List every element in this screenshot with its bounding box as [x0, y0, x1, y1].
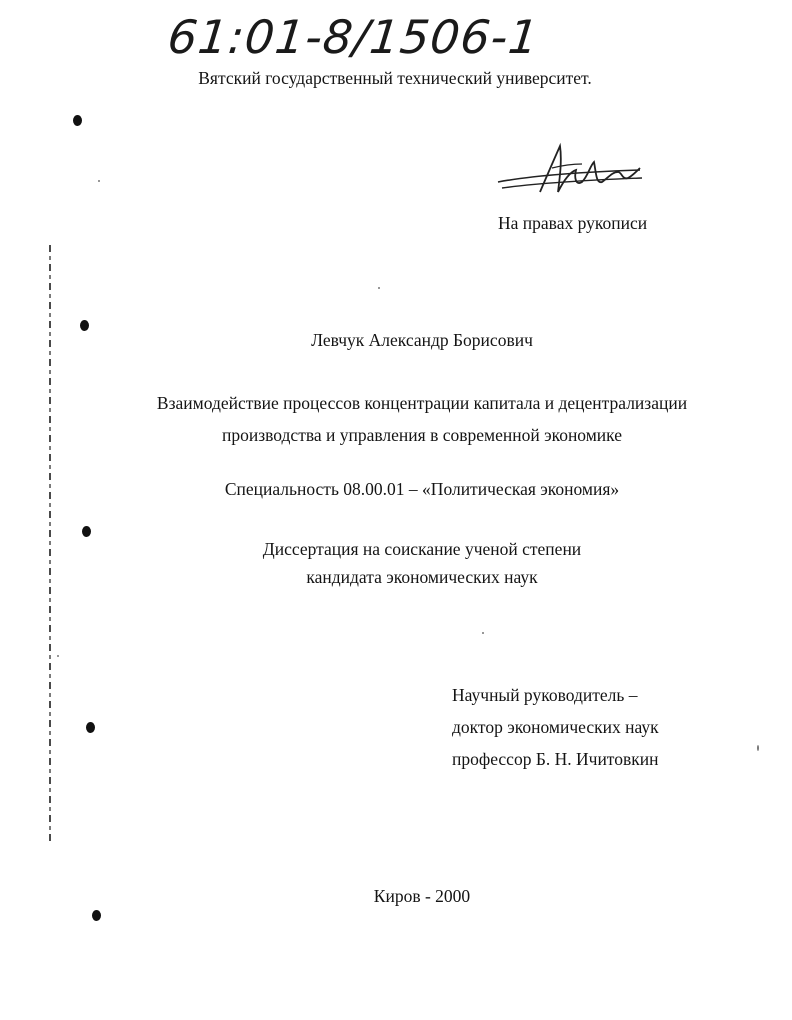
supervisor-role: Научный руководитель – [452, 685, 638, 705]
city-year: Киров - 2000 [373, 886, 471, 906]
punch-hole-icon [92, 910, 101, 921]
manuscript-note: На правах рукописи [498, 213, 648, 233]
title-line-2: производства и управления в современной экономике [221, 425, 622, 445]
dissertation-title [0, 387, 792, 451]
supervisor-block [452, 679, 659, 775]
title-line-1: Взаимодействие процессов концентрации капитала и децентрализации [156, 393, 688, 413]
scan-speck [378, 287, 380, 289]
scan-speck [98, 180, 100, 182]
punch-hole-icon [86, 722, 95, 733]
scan-speck [57, 655, 59, 657]
degree-line-1: Диссертация на соискание ученой степени [262, 539, 582, 559]
specialty: Специальность 08.00.01 – «Политическая экономия» [224, 479, 620, 499]
punch-hole-icon [82, 526, 91, 537]
punch-hole-icon [73, 115, 82, 126]
degree-line-2: кандидата экономических наук [306, 567, 538, 587]
degree-statement [0, 535, 792, 591]
supervisor-name: профессор Б. Н. Ичитовкин [452, 749, 659, 769]
signature-icon [490, 142, 650, 208]
supervisor-degree: доктор экономических наук [452, 717, 659, 737]
scan-speck [482, 632, 484, 634]
author-name: Левчук Александр Борисович [311, 330, 533, 350]
university-name: Вятский государственный технический университет. [198, 68, 592, 88]
scan-speck [757, 745, 759, 751]
punch-hole-icon [80, 320, 89, 331]
handwritten-archive-number: 61:01-8/1506-1 [165, 10, 542, 64]
binding-edge-line [49, 245, 51, 845]
